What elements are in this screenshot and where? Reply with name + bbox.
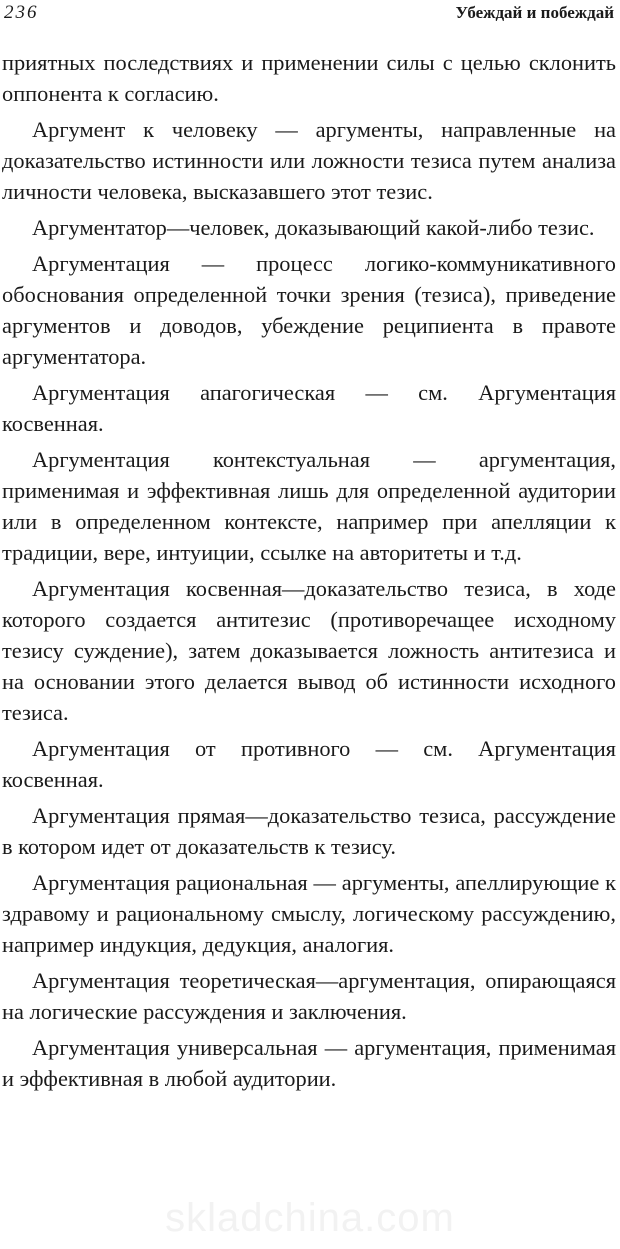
glossary-entry: Аргументация апагогическая — см. Аргументация косвенная. [2, 380, 616, 436]
glossary-entry: Аргументация косвенная—доказательство тезиса, в ходе которого создается антитезис (противоречащее исходному тезису суждение), затем доказывается ложность антитезиса и на основании этого делается вывод об истинности исходного тезиса. [2, 576, 616, 725]
running-title: Убеждай и побеждай [455, 3, 614, 22]
glossary-entry: Аргументация — процесс логико-коммуникативного обоснования определенной точки зрения (тезиса), приведение аргументов и доводов, убеждение реципиента в правоте аргументатора. [2, 251, 616, 369]
paragraph-continuation: приятных последствиях и применении силы с целью склонить оппонента к согласию. [2, 50, 616, 106]
glossary-entry: Аргументация прямая—доказательство тезиса, рассуждение в котором идет от доказательств к тезису. [2, 803, 616, 859]
glossary-entry: Аргумент к человеку — аргументы, направленные на доказательство истинности или ложности тезиса путем анализа личности человека, высказавшего этот тезис. [2, 117, 616, 204]
glossary-entry: Аргументация теоретическая—аргументация, опирающаяся на логические рассуждения и заключения. [2, 968, 616, 1024]
glossary-entry: Аргументация от противного — см. Аргументация косвенная. [2, 736, 616, 792]
glossary-entry: Аргументация рациональная — аргументы, апеллирующие к здравому и рациональному смыслу, логическому рассуждению, например индукция, дедукция, аналогия. [2, 870, 616, 957]
page-header [0, 0, 620, 28]
glossary-entry: Аргументация контекстуальная — аргументация, применимая и эффективная лишь для определенной аудитории или в определенном контексте, например при апелляции к традиции, вере, интуиции, ссылке на авторитеты и т.д. [2, 447, 616, 565]
page-number: 236 [4, 2, 39, 23]
body-text [2, 47, 616, 1099]
watermark: skladchina.com [165, 1196, 455, 1240]
glossary-entry: Аргументатор—человек, доказывающий какой-либо тезис. [32, 215, 595, 240]
glossary-entry: Аргументация универсальная — аргументация, применимая и эффективная в любой аудитории. [2, 1035, 616, 1091]
